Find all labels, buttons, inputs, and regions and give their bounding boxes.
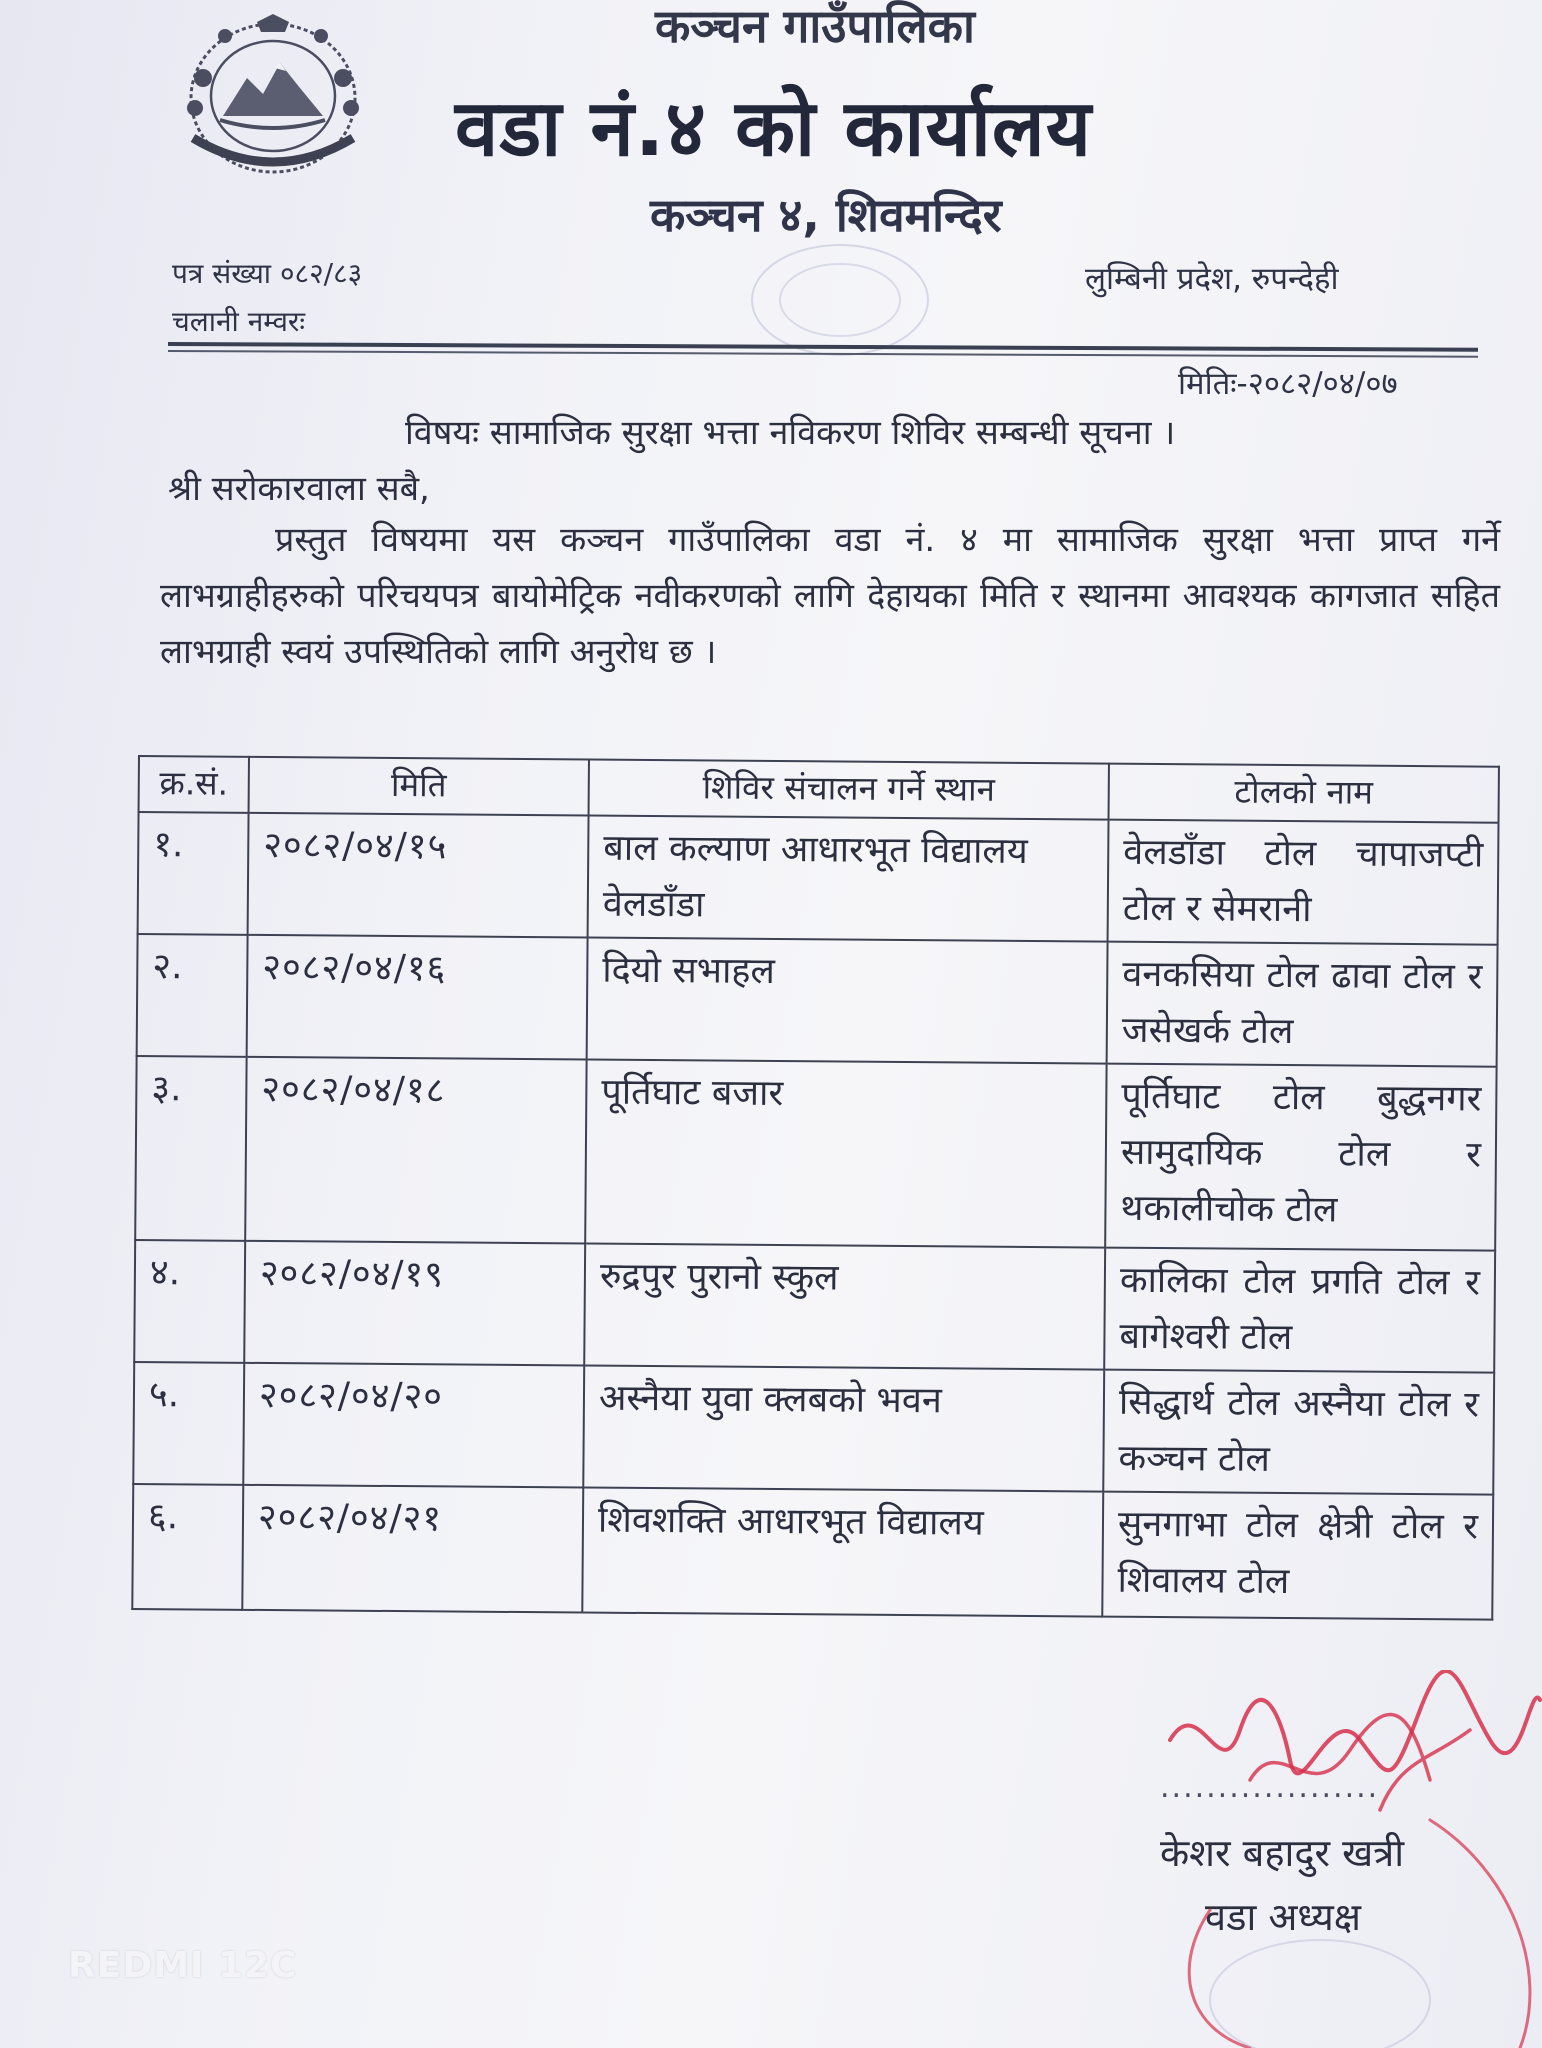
col-header-date: मिति — [249, 757, 589, 816]
table-row — [138, 812, 1499, 945]
row-date: २०८२/०४/१९ — [244, 1241, 585, 1366]
signatory-title: वडा अध्यक्ष — [1205, 1895, 1361, 1939]
office-stamp-icon — [745, 240, 935, 360]
letter-subject: विषयः सामाजिक सुरक्षा भत्ता नविकरण शिविर सम्बन्धी सूचना । — [405, 413, 1176, 453]
patra-sankhya: पत्र संख्या ०८२/८३ — [172, 257, 363, 290]
row-date: २०८२/०४/२० — [243, 1363, 584, 1488]
row-sn: ३. — [135, 1056, 246, 1241]
col-header-venue: शिविर संचालन गर्ने स्थान — [589, 760, 1109, 820]
row-tole: पूर्तिघाट टोल बुद्धनगर सामुदायिक टोल र थकालीचोक टोल — [1105, 1064, 1496, 1251]
row-venue: रुद्रपुर पुरानो स्कुल — [584, 1244, 1105, 1370]
row-sn: २. — [137, 934, 248, 1057]
signature-line: ................... — [1160, 1770, 1380, 1805]
row-venue: शिवशक्ति आधारभूत विद्यालय — [582, 1488, 1103, 1617]
row-sn: ५. — [133, 1362, 244, 1485]
row-tole: वनकसिया टोल ढावा टोल र जसेखर्क टोल — [1107, 942, 1498, 1067]
row-sn: ४. — [134, 1240, 245, 1363]
row-venue: बाल कल्याण आधारभूत विद्यालय वेलडाँडा — [588, 816, 1109, 942]
signatory-name: केशर बहादुर खत्री — [1160, 1831, 1405, 1875]
row-date: २०८२/०४/१८ — [245, 1057, 586, 1244]
row-date: २०८२/०४/१५ — [248, 813, 589, 938]
row-date: २०८२/०४/१६ — [247, 935, 588, 1060]
row-venue: अस्नैया युवा क्लबको भवन — [583, 1366, 1104, 1492]
municipality-name: कञ्चन गाउँपालिका — [655, 0, 975, 53]
row-venue: दियो सभाहल — [587, 938, 1108, 1064]
camera-watermark: REDMI 12C — [68, 1945, 298, 1986]
province-district: लुम्बिनी प्रदेश, रुपन्देही — [1085, 261, 1339, 297]
camp-schedule-table — [131, 755, 1500, 1621]
row-tole: सुनगाभा टोल क्षेत्री टोल र शिवालय टोल — [1102, 1492, 1493, 1620]
office-title: वडा नं.४ को कार्यालय — [455, 84, 1093, 174]
table-row — [137, 934, 1498, 1067]
row-tole: सिद्धार्थ टोल अस्नैया टोल र कञ्चन टोल — [1103, 1370, 1494, 1495]
office-address: कञ्चन ४, शिवमन्दिर — [650, 188, 1002, 242]
table-row — [132, 1484, 1493, 1620]
row-tole: कालिका टोल प्रगति टोल र बागेश्वरी टोल — [1104, 1248, 1495, 1373]
table-row — [134, 1240, 1495, 1373]
table-row — [133, 1362, 1494, 1495]
letter-body: प्रस्तुत विषयमा यस कञ्चन गाउँपालिका वडा नं. ४ मा सामाजिक सुरक्षा भत्ता प्राप्त गर्ने लाभग्राहीहरुको परिचयपत्र बायोमेट्रिक नवीकरणको लागि देहायका मिति र स्थानमा आवश्यक कागजात सहित लाभग्राही स्वयं उपस्थितिको लागि अनुरोध छ । — [160, 520, 1500, 672]
nepal-emblem-icon — [165, 8, 380, 183]
row-venue: पूर्तिघाट बजार — [585, 1060, 1106, 1248]
row-sn: १. — [138, 812, 249, 935]
col-header-sn: क्र.सं. — [139, 756, 249, 813]
row-date: २०८२/०४/२१ — [242, 1485, 583, 1613]
row-tole: वेलडाँडा टोल चापाजप्टी टोल र सेमरानी — [1108, 820, 1499, 945]
table-row — [135, 1056, 1496, 1251]
letter-date: मितिः-२०८२/०४/०७ — [1178, 366, 1398, 402]
chalani-number: चलानी नम्वरः — [172, 305, 306, 338]
col-header-tole: टोलको नाम — [1109, 764, 1499, 823]
handwritten-signature-icon — [1130, 1670, 1542, 2048]
salutation: श्री सरोकारवाला सबै, — [168, 469, 430, 509]
row-sn: ६. — [132, 1484, 243, 1610]
